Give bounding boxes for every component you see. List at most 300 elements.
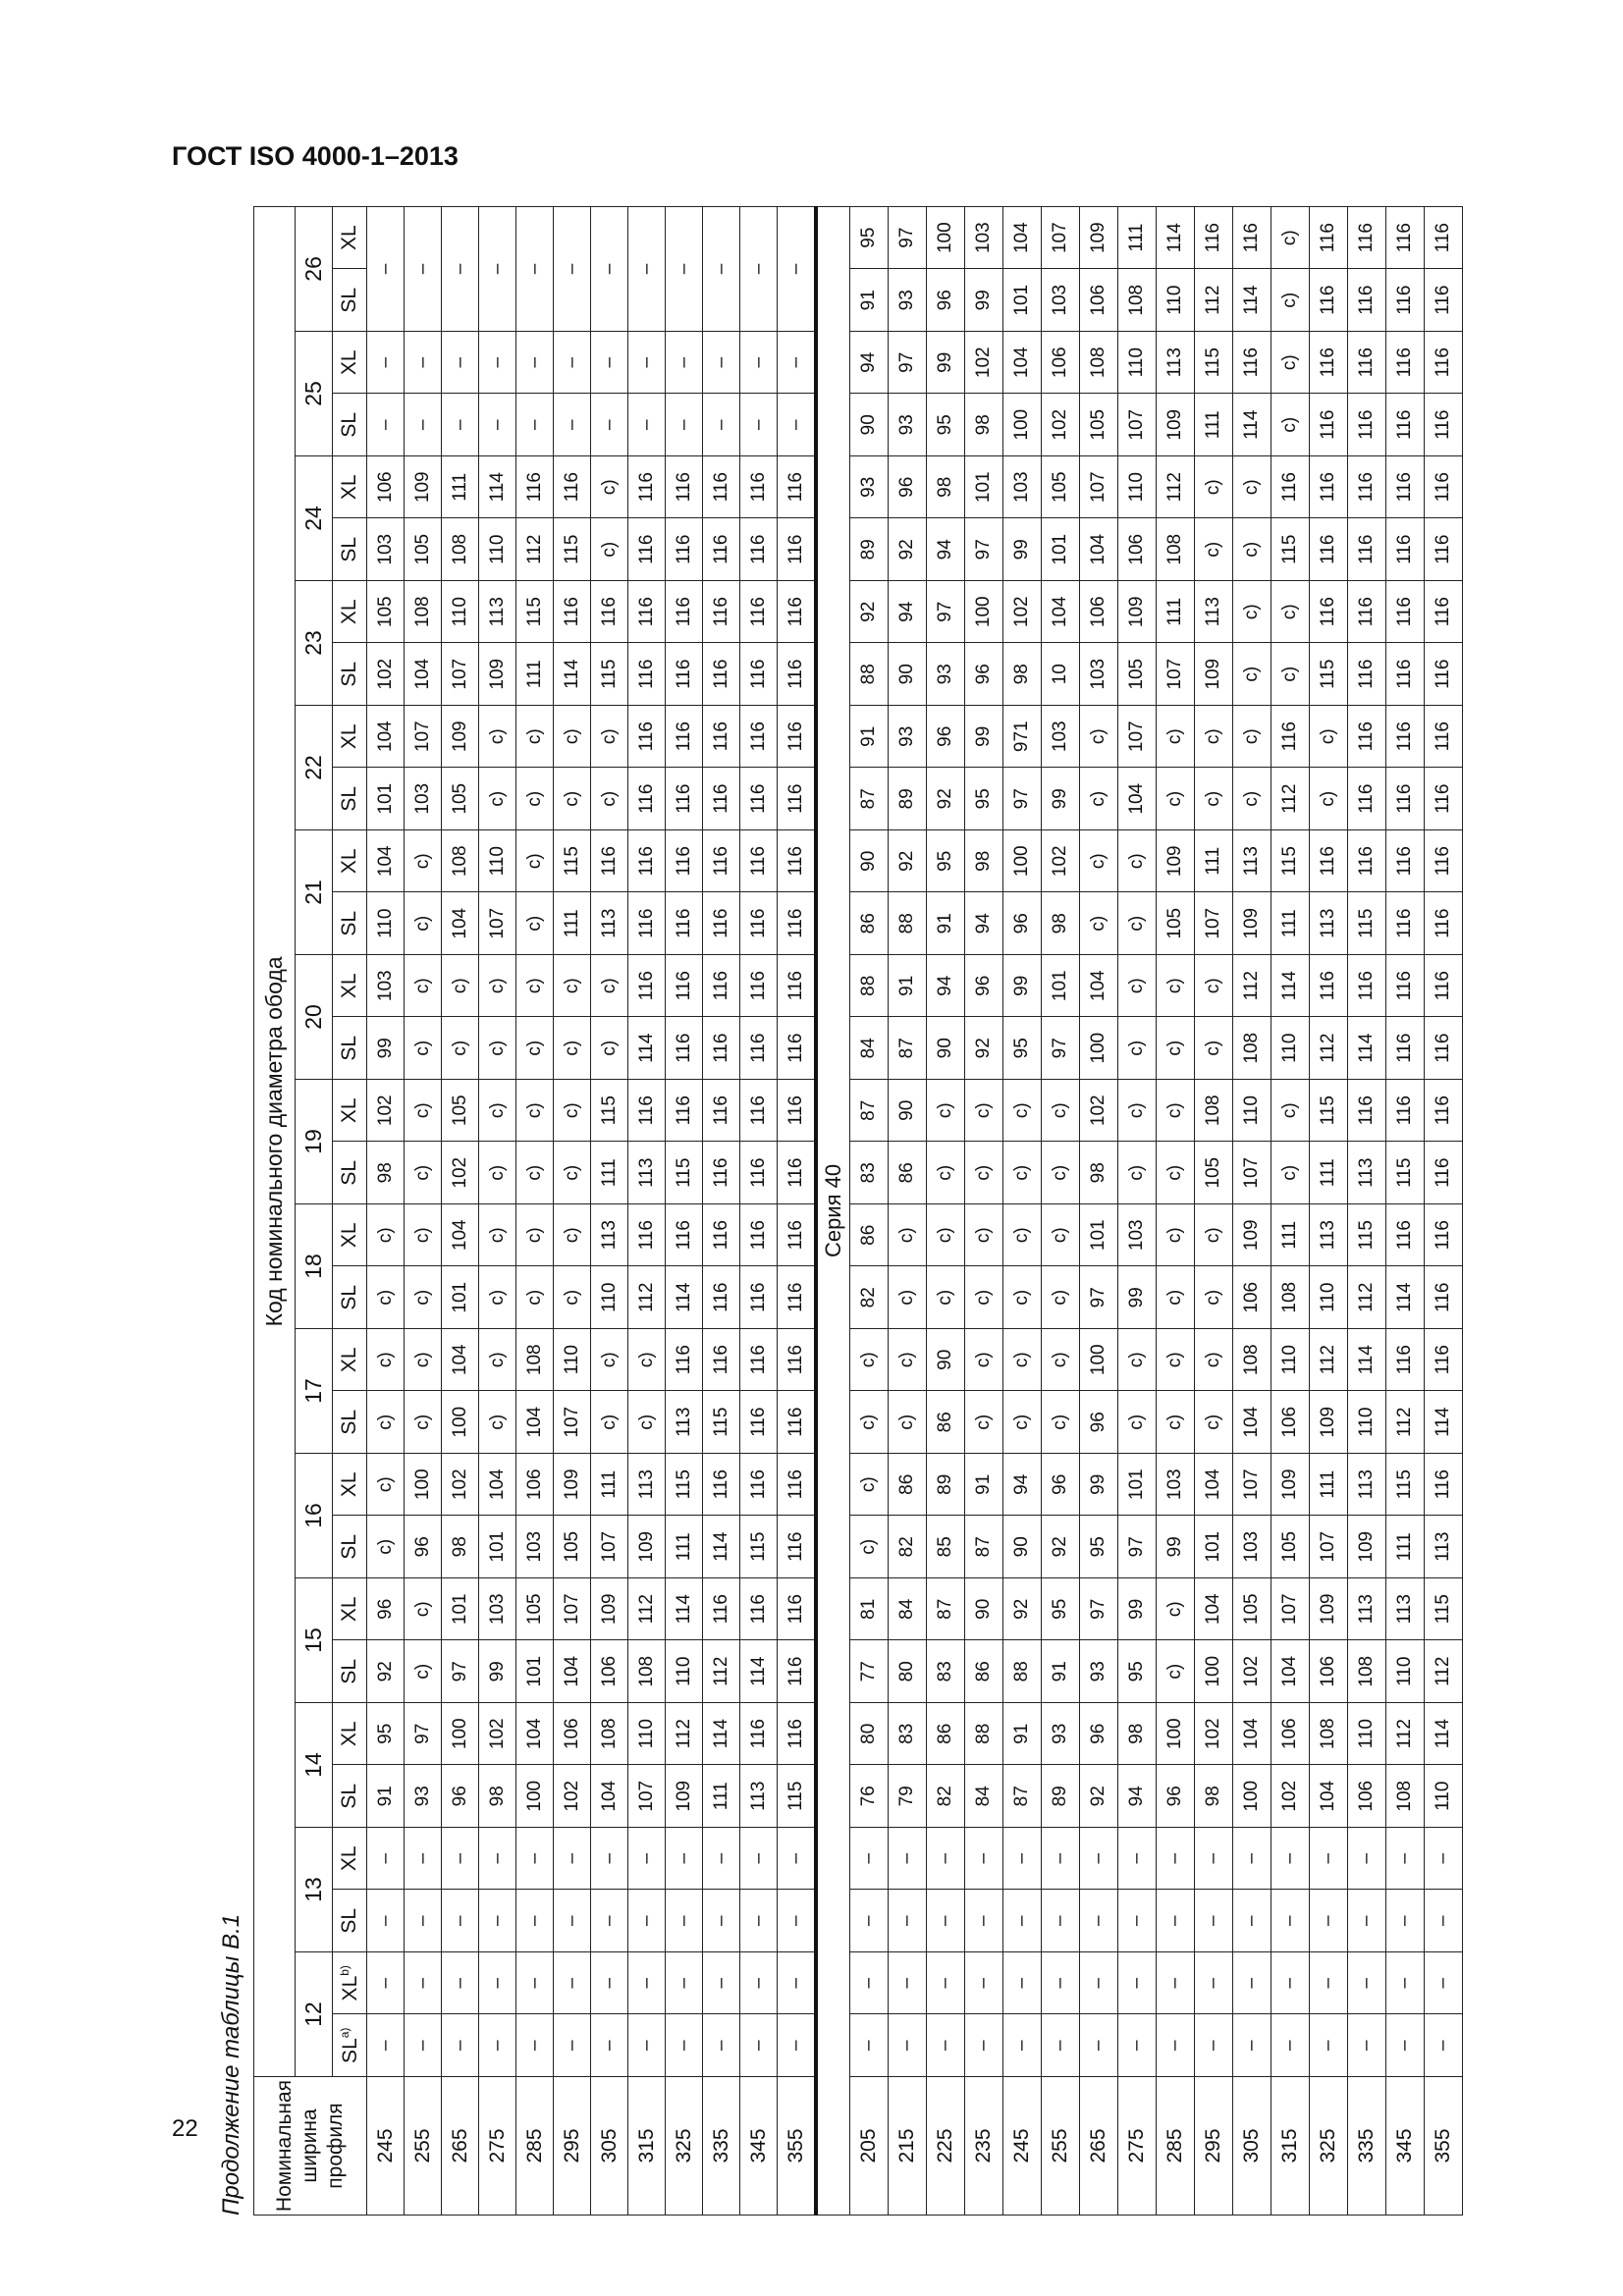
load-index-cell: 115 [666,1454,703,1517]
load-index-cell: 98 [1080,1142,1118,1204]
load-index-cell: 105 [1042,456,1080,519]
load-index-xl-header: XL [333,1578,367,1641]
load-index-cell: 101 [1195,1516,1233,1578]
load-index-cell: – [516,332,554,395]
load-index-cell: 101 [1118,1454,1157,1517]
load-index-cell: c) [1118,1017,1157,1080]
section-width-cell: 225 [927,2077,965,2216]
load-index-cell: 102 [442,1142,479,1204]
load-index-cell: 116 [1425,1017,1463,1080]
load-index-cell: 110 [479,518,516,581]
load-index-cell: 96 [889,456,927,519]
load-index-cell: 104 [1003,332,1042,395]
load-index-cell: 116 [1348,643,1386,706]
load-index-cell: 116 [740,1204,778,1267]
load-index-xl-header: XL [333,1329,367,1392]
load-index-cell: 97 [889,206,927,269]
load-index-cell: 86 [850,1204,889,1267]
load-index-cell: c) [367,1391,405,1454]
load-index-cell: 116 [703,1454,740,1517]
load-index-cell: 76 [850,1765,889,1828]
load-index-cell: 116 [591,581,628,644]
load-index-cell: 109 [405,456,442,519]
load-index-cell: 91 [965,1454,1003,1517]
load-index-cell: 94 [889,581,927,644]
rim-code-21: 21 [296,830,333,955]
load-index-cell: – [666,332,703,395]
load-index-cell: 114 [703,1703,740,1766]
load-index-cell: 104 [442,1204,479,1267]
load-index-cell: – [554,206,591,331]
load-index-cell: c) [927,1266,965,1329]
load-index-cell: 116 [778,518,817,581]
load-index-cell: 109 [1233,1204,1271,1267]
load-index-cell: 103 [1080,643,1118,706]
load-index-cell: 97 [442,1640,479,1703]
load-index-cell: 116 [1425,206,1463,269]
load-index-cell: 115 [1271,518,1310,581]
load-index-cell: – [479,2014,516,2077]
load-index-cell: – [628,206,666,331]
load-index-cell: – [367,394,405,456]
load-index-cell: 108 [1348,1640,1386,1703]
load-index-cell: c) [1118,1391,1157,1454]
load-index-cell: 102 [479,1703,516,1766]
load-index-cell: c) [405,1329,442,1392]
load-index-cell: c) [591,518,628,581]
load-index-cell: 108 [405,581,442,644]
load-index-cell: – [442,332,479,395]
load-index-cell: 111 [1118,206,1157,269]
load-index-cell: 103 [965,206,1003,269]
load-index-cell: – [740,2014,778,2077]
load-index-cell: c) [1157,1640,1195,1703]
load-index-cell: – [1003,1828,1042,1891]
load-index-cell: – [1425,1952,1463,2015]
load-index-xl-header: XL [333,1080,367,1143]
load-index-cell: 96 [927,269,965,332]
load-index-cell: 114 [666,1578,703,1641]
load-index-cell: 116 [703,1266,740,1329]
section-width-cell: 275 [479,2077,516,2216]
load-index-cell: 107 [1271,1578,1310,1641]
load-index-cell: c) [516,955,554,1018]
load-index-cell: – [1310,1952,1348,2015]
load-index-cell: 92 [850,581,889,644]
load-index-cell: 104 [516,1703,554,1766]
load-index-cell: 105 [1157,892,1195,955]
load-index-cell: 116 [703,1578,740,1641]
load-index-cell: 115 [740,1516,778,1578]
load-index-cell: 97 [927,581,965,644]
load-index-cell: c) [927,1204,965,1267]
load-index-cell: c) [965,1391,1003,1454]
load-index-cell: – [405,206,442,331]
load-index-cell: – [1195,2014,1233,2077]
load-index-cell: 116 [628,892,666,955]
load-index-cell: 116 [1310,518,1348,581]
load-index-cell: 110 [1310,1266,1348,1329]
load-index-cell: – [703,332,740,395]
load-index-cell: 116 [1271,456,1310,519]
load-index-cell: 103 [1118,1204,1157,1267]
load-index-cell: 116 [1425,1204,1463,1267]
load-index-cell: 86 [889,1454,927,1517]
load-index-cell: 93 [1080,1640,1118,1703]
load-index-cell: 94 [850,332,889,395]
load-index-cell: – [442,1828,479,1891]
load-index-cell: 116 [628,643,666,706]
load-index-cell: – [1425,1890,1463,1952]
load-index-cell: 112 [628,1578,666,1641]
load-index-cell: 116 [628,830,666,893]
load-index-cell: – [1425,1828,1463,1891]
load-index-cell: 104 [367,830,405,893]
load-index-cell: 87 [965,1516,1003,1578]
load-index-cell: 109 [1118,581,1157,644]
rim-code-22: 22 [296,706,333,830]
load-index-cell: – [703,1890,740,1952]
load-index-cell: 86 [850,892,889,955]
load-index-cell: c) [1080,706,1118,769]
load-index-cell: 93 [1042,1703,1080,1766]
load-index-cell: 113 [1157,332,1195,395]
load-index-cell: c) [554,1204,591,1267]
load-index-cell: 116 [628,518,666,581]
load-index-cell: 88 [889,892,927,955]
load-index-cell: 80 [889,1640,927,1703]
table-row [442,206,479,2215]
load-index-cell: 116 [778,706,817,769]
tire-table [253,206,1463,2216]
load-index-cell: 116 [1386,830,1425,893]
load-index-sl-header: SL [333,1516,367,1578]
load-index-cell: 111 [1310,1454,1348,1517]
load-index-cell: 107 [405,706,442,769]
load-index-cell: c) [1118,830,1157,893]
load-index-cell: 101 [442,1266,479,1329]
section-width-cell: 255 [1042,2077,1080,2216]
load-index-cell: 103 [1157,1454,1195,1517]
page-number: 22 [172,2115,198,2142]
load-index-cell: 95 [965,768,1003,830]
table-row [554,206,591,2215]
load-index-cell: 85 [927,1516,965,1578]
load-index-cell: 116 [703,643,740,706]
load-index-cell: – [367,332,405,395]
load-index-cell: 97 [1118,1516,1157,1578]
load-index-cell: 87 [927,1578,965,1641]
load-index-cell: – [554,332,591,395]
load-index-cell: 115 [1386,1454,1425,1517]
load-index-cell: – [367,1828,405,1891]
load-index-cell: c) [1157,1017,1195,1080]
load-index-cell: – [850,1828,889,1891]
load-index-cell: 116 [1348,394,1386,456]
load-index-cell: 116 [1425,581,1463,644]
load-index-cell: 116 [628,456,666,519]
load-index-cell: 102 [554,1765,591,1828]
load-index-cell: 112 [1386,1703,1425,1766]
load-index-cell: 116 [666,768,703,830]
load-index-cell: 114 [1425,1391,1463,1454]
load-index-cell: 116 [1386,955,1425,1018]
load-index-cell: 104 [1080,955,1118,1018]
load-index-cell: 95 [1118,1640,1157,1703]
load-index-cell: c) [1271,394,1310,456]
load-index-cell: 93 [889,706,927,769]
load-index-cell: 116 [1425,892,1463,955]
load-index-cell: 94 [1118,1765,1157,1828]
load-index-cell: 92 [889,518,927,581]
load-index-cell: – [1003,2014,1042,2077]
load-index-cell: – [666,1828,703,1891]
load-index-cell: – [889,1828,927,1891]
load-index-cell: 116 [703,1204,740,1267]
load-index-cell: c) [1003,1080,1042,1143]
load-index-cell: 109 [1233,892,1271,955]
load-index-cell: c) [1157,955,1195,1018]
load-index-cell: 98 [1118,1703,1157,1766]
load-index-cell: – [591,1828,628,1891]
load-index-cell: 107 [1042,206,1080,269]
load-index-cell: 104 [442,1329,479,1392]
load-index-cell: – [591,206,628,331]
load-index-sl-header: SL [333,1391,367,1454]
load-index-cell: – [889,1890,927,1952]
load-index-cell: 106 [367,456,405,519]
load-index-cell: – [778,332,817,395]
load-index-cell: 109 [554,1454,591,1517]
load-index-sl-header: SL [333,1765,367,1828]
load-index-cell: – [442,1890,479,1952]
load-index-cell: c) [889,1329,927,1392]
load-index-cell: 116 [1386,332,1425,395]
load-index-cell: 106 [1080,581,1118,644]
load-index-cell: 83 [850,1142,889,1204]
load-index-cell: 116 [1425,518,1463,581]
load-index-cell: 115 [554,518,591,581]
load-index-cell: – [1348,1828,1386,1891]
load-index-cell: 90 [889,1080,927,1143]
load-index-cell: – [1271,1828,1310,1891]
load-index-cell: 116 [1310,456,1348,519]
load-index-cell: 115 [1348,892,1386,955]
load-index-cell: – [479,332,516,395]
load-index-cell: 106 [516,1454,554,1517]
load-index-cell: c) [1080,830,1118,893]
load-index-cell: 89 [1042,1765,1080,1828]
load-index-cell: 116 [1425,955,1463,1018]
load-index-cell: c) [628,1329,666,1392]
load-index-cell: – [1118,1952,1157,2015]
load-index-cell: 110 [479,830,516,893]
load-index-cell: 104 [1195,1454,1233,1517]
load-index-cell: – [778,2014,817,2077]
load-index-cell: 112 [1348,1266,1386,1329]
load-index-cell: 115 [703,1391,740,1454]
load-index-cell: – [666,394,703,456]
load-index-cell: 101 [1003,269,1042,332]
load-index-cell: – [740,1952,778,2015]
load-index-cell: 114 [628,1017,666,1080]
load-index-cell: 116 [1310,830,1348,893]
load-index-cell: – [1233,1952,1271,2015]
load-index-cell: 116 [1386,394,1425,456]
section-width-cell: 315 [628,2077,666,2216]
load-index-cell: c) [516,830,554,893]
load-index-cell: 116 [703,518,740,581]
load-index-cell: – [367,2014,405,2077]
load-index-cell: 104 [1233,1391,1271,1454]
load-index-cell: 77 [850,1640,889,1703]
load-index-cell: 96 [442,1765,479,1828]
load-index-cell: 116 [1348,456,1386,519]
load-index-cell: 116 [778,1454,817,1517]
load-index-cell: 113 [1425,1516,1463,1578]
load-index-cell: 116 [1425,768,1463,830]
table-row [367,206,405,2215]
load-index-cell: 108 [516,1329,554,1392]
load-index-cell: – [1425,2014,1463,2077]
load-index-cell: c) [405,955,442,1018]
load-index-cell: 115 [591,1080,628,1143]
load-index-cell: 116 [1425,456,1463,519]
load-index-cell: 116 [628,706,666,769]
load-index-cell: c) [850,1454,889,1517]
load-index-cell: c) [1195,1204,1233,1267]
load-index-cell: 98 [367,1142,405,1204]
load-index-cell: 113 [1195,581,1233,644]
load-index-cell: 105 [1195,1142,1233,1204]
table-row [1233,206,1271,2215]
load-index-cell: 108 [1118,269,1157,332]
load-index-cell: – [666,1952,703,2015]
load-index-cell: 116 [703,1017,740,1080]
load-index-cell: 110 [1118,456,1157,519]
load-index-cell: 90 [927,1329,965,1392]
load-index-cell: 107 [1195,892,1233,955]
load-index-cell: 113 [591,1204,628,1267]
load-index-cell: 94 [1003,1454,1042,1517]
load-index-cell: – [554,1952,591,2015]
load-index-cell: 106 [1233,1266,1271,1329]
load-index-cell: c) [405,830,442,893]
load-index-cell: – [1310,1828,1348,1891]
load-index-cell: 114 [1233,394,1271,456]
load-index-cell: 98 [479,1765,516,1828]
load-index-cell: – [367,206,405,331]
load-index-cell: 116 [1425,706,1463,769]
load-index-cell: 108 [1080,332,1118,395]
load-index-cell: – [740,394,778,456]
load-index-cell: 104 [479,1454,516,1517]
load-index-cell: c) [442,1017,479,1080]
load-index-cell: 89 [889,768,927,830]
load-index-cell: 111 [1195,830,1233,893]
load-index-cell: 116 [1386,456,1425,519]
table-row [889,206,927,2215]
subheader-label: XL [338,1975,361,2002]
load-index-cell: 116 [740,1391,778,1454]
load-index-cell: 116 [740,955,778,1018]
table-caption: Продолжение таблицы В.1 [218,1913,244,2216]
load-index-cell: 106 [1118,518,1157,581]
load-index-cell: – [1080,1952,1118,2015]
rim-code-20: 20 [296,955,333,1080]
load-index-cell: c) [1233,581,1271,644]
load-index-cell: 116 [1348,706,1386,769]
load-index-cell: 100 [1003,394,1042,456]
load-index-cell: – [778,1890,817,1952]
load-index-cell: – [965,1828,1003,1891]
load-index-cell: 116 [1348,206,1386,269]
load-index-cell: 116 [778,1266,817,1329]
load-index-cell: – [628,1828,666,1891]
load-index-cell: 98 [927,456,965,519]
load-index-cell: – [703,2014,740,2077]
load-index-cell: 116 [1348,269,1386,332]
load-index-cell: 79 [889,1765,927,1828]
load-index-cell: 100 [1080,1017,1118,1080]
load-index-cell: 116 [1386,768,1425,830]
load-index-cell: 105 [1080,394,1118,456]
load-index-cell: 82 [850,1266,889,1329]
load-index-cell: c) [1233,456,1271,519]
load-index-cell: 105 [1233,1578,1271,1641]
section-width-cell: 245 [367,2077,405,2216]
table-row [1003,206,1042,2215]
load-index-cell: c) [1271,1080,1310,1143]
load-index-cell: 116 [666,1017,703,1080]
rim-code-25: 25 [296,332,333,456]
load-index-cell: – [850,1890,889,1952]
load-index-cell: 87 [850,768,889,830]
load-index-cell: 99 [367,1017,405,1080]
load-index-cell: 82 [889,1516,927,1578]
load-index-cell: 112 [1425,1640,1463,1703]
load-index-cell: c) [367,1454,405,1517]
load-index-cell: c) [1195,1329,1233,1392]
load-index-cell: 102 [1080,1080,1118,1143]
load-index-cell: 108 [1386,1765,1425,1828]
load-index-cell: c) [405,1391,442,1454]
load-index-cell: 111 [703,1765,740,1828]
load-index-cell: – [778,206,817,331]
load-index-cell: 110 [628,1703,666,1766]
load-index-cell: – [1080,1828,1118,1891]
load-index-cell: c) [1233,643,1271,706]
load-index-cell: – [1233,2014,1271,2077]
load-index-cell: 116 [740,768,778,830]
load-index-cell: c) [479,706,516,769]
load-index-cell: c) [965,1142,1003,1204]
load-index-cell: 116 [1386,1329,1425,1392]
load-index-cell: – [628,394,666,456]
load-index-cell: 93 [405,1765,442,1828]
section-width-cell: 285 [1157,2077,1195,2216]
load-index-cell: 88 [965,1703,1003,1766]
load-index-cell: 104 [1233,1703,1271,1766]
load-index-cell: 92 [1080,1765,1118,1828]
load-index-cell: 108 [1233,1329,1271,1392]
load-index-cell: 112 [1386,1391,1425,1454]
load-index-cell: – [479,206,516,331]
load-index-cell: 116 [740,706,778,769]
load-index-cell: c) [405,1080,442,1143]
load-index-cell: c) [1157,706,1195,769]
load-index-cell: – [591,394,628,456]
